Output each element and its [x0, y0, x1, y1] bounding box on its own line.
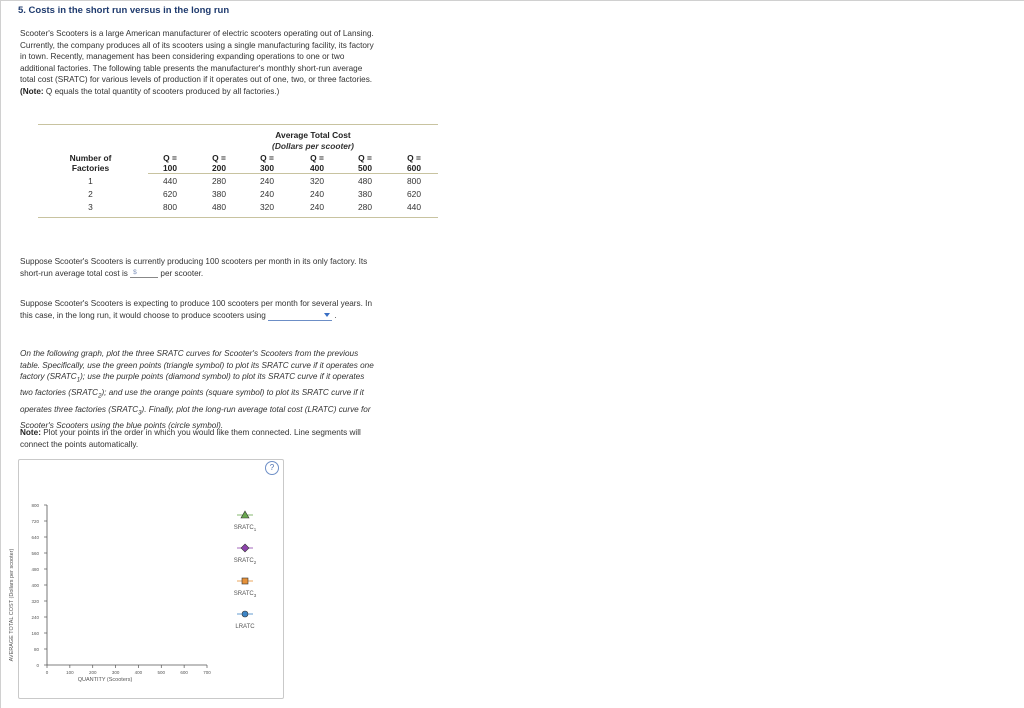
q2-suffix: . — [334, 310, 337, 320]
y-axis-label: AVERAGE TOTAL COST (Dollars per scooter) — [9, 548, 15, 662]
y-tick-label: 480 — [31, 567, 39, 572]
table-cell: 480 — [212, 202, 226, 212]
instructions-line — [20, 387, 460, 403]
instructions-text: ). Finally, plot the long-run average total cost (LRATC) curve for — [141, 404, 371, 414]
column-header-q: Q = — [212, 153, 226, 163]
q2-prefix: this case, in the long run, it would choose to produce scooters using — [20, 310, 266, 320]
table-row-factories: 2 — [88, 189, 93, 199]
instructions-text: ); and use the orange points (square symbol) to plot its SRATC curve if it — [101, 388, 364, 398]
table-cell: 440 — [407, 202, 421, 212]
instructions-line — [20, 371, 460, 387]
instructions-text: two factories (SRATC — [20, 388, 99, 398]
graph-instructions — [20, 348, 460, 431]
question-title: 5. Costs in the short run versus in the long run — [18, 5, 230, 16]
frame-top-border — [0, 0, 1024, 1]
x-tick-label: 200 — [88, 670, 97, 675]
note2-line — [20, 427, 460, 439]
x-axis-label: QUANTITY (Scooters) — [77, 677, 133, 683]
table-cell: 320 — [310, 176, 324, 186]
y-tick-label: 320 — [31, 599, 39, 604]
table-cell: 380 — [358, 189, 372, 199]
table-cell: 620 — [407, 189, 421, 199]
question-2 — [20, 298, 460, 321]
y-tick-label: 400 — [31, 583, 39, 588]
note2-label: Note: — [20, 428, 41, 437]
square-icon — [242, 578, 248, 584]
note-text: Q equals the total quantity of scooters produced by all factories.) — [43, 86, 280, 96]
column-header-q: Q = — [163, 153, 177, 163]
y-tick-label: 240 — [31, 615, 39, 620]
y-tick-label: 720 — [31, 519, 39, 524]
row-header-line1: Number of — [69, 153, 112, 163]
y-tick-label: 80 — [33, 647, 39, 652]
subscript: 2 — [98, 394, 102, 401]
diamond-icon — [241, 544, 249, 552]
table-cell: 240 — [260, 176, 274, 186]
x-tick-label: 100 — [66, 670, 74, 675]
row-header-line2: Factories — [71, 163, 110, 173]
table-cell: 240 — [310, 202, 324, 212]
table-row-factories: 3 — [88, 202, 93, 212]
note2-text: Plot your points in the order in which you would like them connected. Line segments will — [40, 428, 361, 437]
intro-line: Currently, the company produces all of its scooters using a single manufacturing facility, its factory — [20, 40, 374, 50]
note2-line: connect the points automatically. — [20, 439, 139, 449]
column-header-value: 400 — [310, 163, 324, 173]
table-cell: 280 — [358, 202, 372, 212]
help-icon[interactable]: ? — [265, 461, 279, 475]
x-tick-label: 300 — [111, 670, 120, 675]
legend-label: $SRATC_1$ — [233, 525, 257, 532]
note-2 — [20, 427, 460, 450]
instructions-text: operates three factories (SRATC — [20, 404, 139, 414]
table-cell: 800 — [163, 202, 177, 212]
intro-note — [20, 86, 460, 98]
instructions-line: table. Specifically, use the green points (triangle symbol) to plot its SRATC curve if it operates one — [20, 360, 374, 370]
intro-line: in town. Recently, management has been considering expanding operations to one or two — [20, 52, 345, 62]
column-header-q: Q = — [358, 153, 372, 163]
x-tick-label: 600 — [180, 670, 188, 675]
table-top-rule — [38, 124, 438, 125]
y-tick-label: 560 — [31, 551, 39, 556]
table-cell: 280 — [212, 176, 226, 186]
note-label: (Note: — [20, 86, 44, 96]
table-cell: 240 — [310, 189, 324, 199]
legend-label: LRATC — [235, 624, 255, 630]
table-cell: 480 — [358, 176, 372, 186]
q1-line2 — [20, 268, 460, 280]
table-cell: 380 — [212, 189, 226, 199]
triangle-icon — [241, 511, 249, 518]
y-tick-label: 640 — [31, 535, 39, 540]
column-header-value: 300 — [260, 163, 274, 173]
q2-line: Suppose Scooter's Scooters is expecting to produce 100 scooters per month for several years. In — [20, 299, 372, 308]
x-tick-label: 0 — [45, 670, 49, 675]
instructions-text: ); use the purple points (diamond symbol) to plot its SRATC curve if it operates — [80, 372, 365, 382]
column-header-value: 500 — [358, 163, 372, 173]
chevron-down-icon — [324, 313, 330, 317]
y-tick-label: 0 — [36, 663, 39, 668]
y-tick-label: 160 — [31, 631, 39, 636]
table-header-rule — [148, 173, 438, 174]
question-1 — [20, 256, 460, 279]
q2-line2 — [20, 310, 460, 322]
q1-suffix: per scooter. — [160, 268, 204, 278]
graph-svg[interactable] — [0, 468, 290, 708]
q1-prefix: short-run average total cost is — [20, 268, 128, 278]
table-bottom-rule — [38, 217, 438, 218]
table-cell: 240 — [260, 189, 274, 199]
x-tick-label: 700 — [203, 670, 211, 675]
column-header-value: 200 — [212, 163, 226, 173]
subscript: 1 — [76, 377, 81, 384]
column-header-q: Q = — [310, 153, 324, 163]
legend-label: $SRATC_3$ — [233, 591, 257, 598]
intro-line: additional factories. The following table presents the manufacturer's monthly short-run average — [20, 63, 363, 73]
table-title: Average Total Cost — [275, 130, 351, 140]
column-header-value: 600 — [407, 163, 421, 173]
table-cell: 440 — [163, 176, 177, 186]
x-tick-label: 500 — [157, 670, 166, 675]
circle-icon — [242, 611, 248, 617]
table-cell: 620 — [163, 189, 177, 199]
column-header-value: 100 — [163, 163, 177, 173]
table-cell: 320 — [260, 202, 274, 212]
intro-line: total cost (SRATC) for various levels of production if it operates out of one, two, or three factories. — [20, 75, 373, 85]
atc-answer-input[interactable] — [130, 268, 158, 278]
intro-line: Scooter's Scooters is a large American manufacturer of electric scooters operating out of Lansing. — [20, 29, 374, 38]
table-cell: 800 — [407, 176, 421, 186]
dollar-sign: $ — [133, 269, 137, 277]
q1-line: Suppose Scooter's Scooters is currently producing 100 scooters per month in its only factory. Its — [20, 257, 368, 266]
instructions-line: On the following graph, plot the three SRATC curves for Scooter's Scooters from the previous — [20, 349, 359, 358]
y-tick-label: 800 — [31, 503, 39, 508]
x-tick-label: 400 — [134, 670, 143, 675]
intro-paragraph — [20, 28, 460, 98]
instructions-line: Scooter's Scooters using the blue points (circle symbol). — [20, 420, 224, 430]
table-subtitle: (Dollars per scooter) — [272, 141, 354, 151]
column-header-q: Q = — [260, 153, 274, 163]
factories-dropdown[interactable] — [268, 310, 332, 321]
legend-label: $SRATC_2$ — [233, 558, 257, 565]
table-row-factories: 1 — [88, 176, 93, 186]
subscript: 3 — [138, 410, 142, 417]
instructions-line — [20, 404, 460, 420]
instructions-text: factory (SRATC — [20, 372, 77, 382]
column-header-q: Q = — [407, 153, 421, 163]
